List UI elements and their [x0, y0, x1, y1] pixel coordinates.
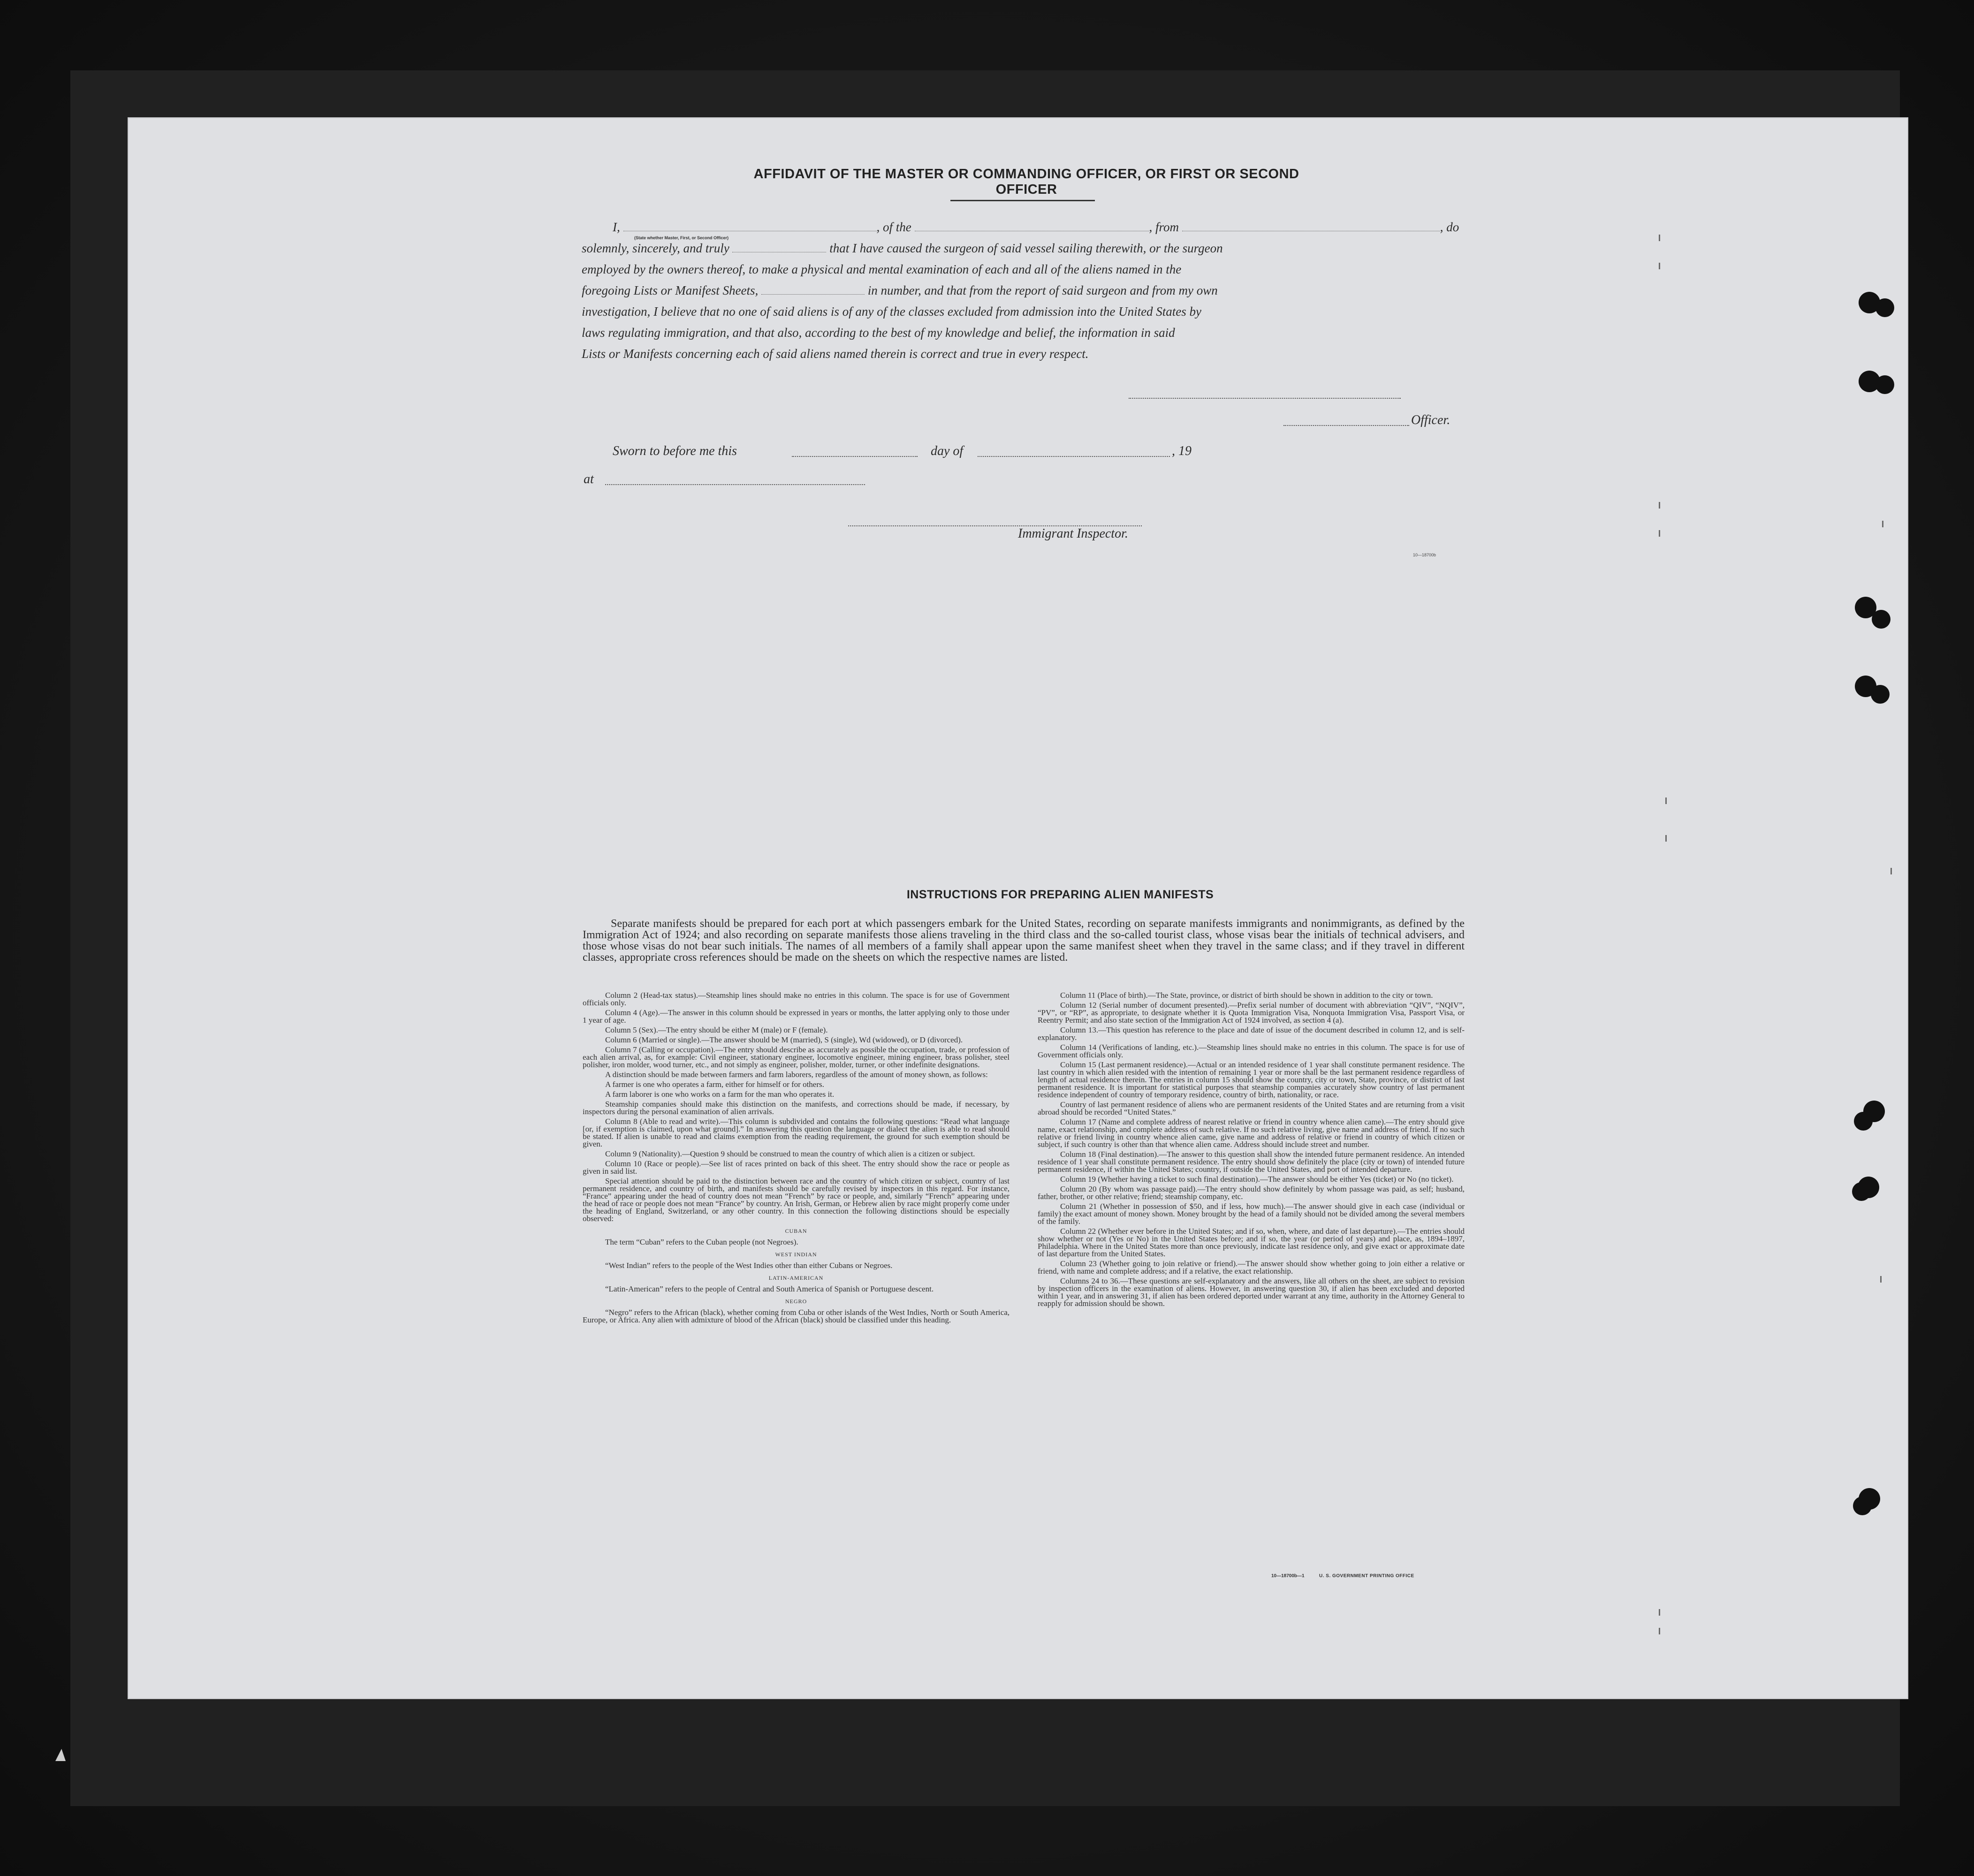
instruction-paragraph: Column 23 (Whether going to join relative or friend).—The answer should show whether going to join either a relative or friend, with name and complete address; and if a relative, the exact relationship.	[1038, 1259, 1465, 1276]
perforation-tick	[1665, 835, 1667, 842]
instructions-intro: Separate manifests should be prepared for each port at which passengers embark for the United States, recording on separate manifests immigrants and nonimmigrants, as defined by the Immigration Act of 1924; and also recording on separate manifests those aliens traveling in the third class and the so-called tourist class, whose visas bear the initials of technical advisers, and those whose visas do not bear such initials. The names of all members of a family shall appear upon the same manifest sheet when they travel in the same class; and if they travel in different classes, appropriate cross references should be made on the sheets on which the respective names are listed.	[583, 918, 1465, 964]
perforation-tick	[1890, 868, 1892, 874]
punch-hole	[1871, 685, 1890, 704]
text-from: , from	[1149, 220, 1179, 234]
affidavit-line-2	[582, 238, 1464, 259]
instruction-paragraph: Column 5 (Sex).—The entry should be either M (male) or F (female).	[605, 1025, 828, 1034]
form-number: 10—18700b	[1413, 553, 1436, 557]
text-in-number: in number, and that from the report of said surgeon and from my own	[867, 283, 1218, 297]
instruction-paragraph: Column 12 (Serial number of document presented).—Prefix serial number of document with abbreviation “QIV”, “NQIV”, “PV”, or “RP”, as appropriate, to designate whether it is Quota Immigration Visa, Nonquota Immigration Visa, Passport Visa, or Reentry Permit; and also state section of the Immigration Act of 1924 involved, as section 4 (a).	[1038, 1001, 1465, 1025]
affidavit-line-5: investigation, I believe that no one of said aliens is of any of the classes excluded from admission into the United States by	[582, 304, 1202, 319]
text-do: , do	[1440, 220, 1459, 234]
instruction-paragraph: Column 20 (By whom was passage paid).—The entry should show definitely by whom passage was paid, as self; husband, father, brother, or other relative; friend; steamship company, etc.	[1038, 1185, 1465, 1201]
printer-imprint: U. S. GOVERNMENT PRINTING OFFICE	[1319, 1573, 1414, 1579]
instruction-paragraph: Column 22 (Whether ever before in the United States; and if so, when, where, and date of last departure).—The entries should show whether or not (Yes or No) in the United States before; and if so, the year (or period of years) and place, as, 1894–1897, Philadelphia. Where in the United States more than once previously, indicate last residence only, and give exact or approximate date of last departure from the United States.	[1038, 1227, 1465, 1258]
punch-hole	[1852, 1182, 1871, 1201]
instruction-paragraph: Column 8 (Able to read and write).—This column is subdivided and contains the following questions: “Read what language [or, if exemption is claimed, upon what ground].” In answering this question the language or dialect the alien is able to read should be stated. If alien is unable to read and claims exemption from the reading requirement, the ground for such exemption should be given.	[583, 1117, 1010, 1148]
inspector-label: Immigrant Inspector.	[1018, 526, 1128, 541]
perforation-tick	[1882, 521, 1883, 527]
sworn-label: Sworn to before me this	[613, 444, 737, 458]
sworn-day-field[interactable]	[792, 455, 918, 457]
vessel-name-field[interactable]	[915, 220, 1149, 231]
instruction-paragraph: Column 6 (Married or single).—The answer should be M (married), S (single), Wd (widowed), or D (divorced).	[605, 1035, 963, 1044]
affidavit-line-4	[582, 280, 1464, 301]
instruction-paragraph: A distinction should be made between farmers and farm laborers, regardless of the amount of money shown, as follows:	[605, 1070, 988, 1079]
instruction-paragraph: Column 10 (Race or people).—See list of races printed on back of this sheet. The entry should show the race or people as given in said list.	[583, 1159, 1010, 1176]
text-of-the: , of the	[876, 220, 911, 234]
instruction-paragraph: Column 14 (Verifications of landing, etc.).—Steamship lines should make no entries in this column. The space is for use of Government officials only.	[1038, 1043, 1465, 1059]
title-rule	[950, 200, 1095, 201]
heading-latin-american: LATIN-AMERICAN	[768, 1275, 824, 1281]
instruction-paragraph: Column 15 (Last permanent residence).—Actual or an intended residence of 1 year shall constitute permanent residence. The last country in which alien resided with the intention of remaining 1 year or more shall be the last permanent residence regardless of length of actual residence therein. The entries in column 15 should show the country, city or town, State, province, or district of last permanent residence. It is important for statistical purposes that steamship companies accurately show country of last permanent residence independent of country of temporary residence, country of birth, nationality, or race.	[1038, 1060, 1465, 1099]
state-officer-note: (State whether Master, First, or Second Officer)	[634, 235, 729, 240]
text-i: I,	[613, 220, 620, 234]
instruction-paragraph: Column 17 (Name and complete address of nearest relative or friend in country whence alien came).—The entry should give name, exact relationship, and complete address of such relative. If no such relative living, give name and address of friend. If no such relative or friend living in country whence alien came, give name and address of relative or friend in country of which citizen or subject, if such country is other than that whence alien came. Address should include street and number.	[1038, 1117, 1465, 1149]
officer-label: Officer.	[1411, 413, 1450, 427]
instruction-paragraph: Column 18 (Final destination).—The answer to this question shall show the intended future permanent residence. An intended residence of 1 year shall constitute permanent residence. The entry should show definitely the place (city or town) of intended future permanent residence, if within the United States; country, if outside the United States, and port of intended departure.	[1038, 1150, 1465, 1174]
instruction-paragraph: Column 2 (Head-tax status).—Steamship lines should make no entries in this column. The space is for use of Government officials only.	[583, 991, 1010, 1007]
text-surgeon: that I have caused the surgeon of said vessel sailing therewith, or the surgeon	[829, 241, 1223, 255]
instruction-paragraph: Country of last permanent residence of aliens who are permanent residents of the United States and are returning from a visit abroad should be recorded “United States.”	[1038, 1100, 1465, 1116]
perforation-tick	[1659, 530, 1660, 537]
alien-count-field[interactable]	[761, 284, 865, 295]
instruction-paragraph: Column 19 (Whether having a ticket to such final destination).—The answer should be either Yes (ticket) or No (no ticket).	[1060, 1175, 1454, 1184]
text-negro: “Negro” refers to the African (black), whether coming from Cuba or other islands of the West Indies, North or South America, Europe, or Africa. Any alien with admixture of blood of the African (black) should be classified under this heading.	[583, 1308, 1010, 1324]
instruction-paragraph: Column 4 (Age).—The answer in this column should be expressed in years or months, the latter applying only to those under 1 year of age.	[583, 1008, 1010, 1025]
departure-port-field[interactable]	[1182, 220, 1440, 231]
punch-hole	[1875, 375, 1894, 394]
officer-signature-line[interactable]	[1129, 397, 1401, 399]
perforation-tick	[1659, 1609, 1660, 1616]
perforation-tick	[1659, 235, 1660, 241]
affirmation-field[interactable]	[732, 242, 826, 252]
officer-rank-field[interactable]	[623, 220, 877, 231]
perforation-tick	[1659, 1628, 1660, 1634]
instruction-paragraph: Column 11 (Place of birth).—The State, province, or district of birth should be shown in addition to the city or town.	[1060, 991, 1433, 1000]
instructions-right-column	[1038, 992, 1465, 1310]
affidavit-line-1	[582, 217, 1464, 238]
perforation-tick	[1880, 1276, 1882, 1283]
instruction-paragraph: Special attention should be paid to the distinction between race and the country of which citizen or subject, country of last permanent residence, and country of birth, and manifests should be carefully revised by inspectors in this regard. For instance, “France” appearing under the head of country does not mean “French” by race or people, and, similarly “French” appearing under the head of race or people does not mean “France” by country. An Irish, German, or Hebrew alien by race might properly come under the heading of England, Switzerland, or any other country. In this connection the following distinctions should be especially observed:	[583, 1177, 1010, 1223]
instructions-left-column	[583, 992, 1010, 1326]
instruction-paragraph: A farm laborer is one who works on a farm for the man who operates it.	[605, 1090, 835, 1099]
text-latin-american: “Latin-American” refers to the people of Central and South America of Spanish or Portuguese descent.	[605, 1284, 934, 1293]
text-solemnly: solemnly, sincerely, and truly	[582, 241, 729, 255]
instruction-paragraph: Column 7 (Calling or occupation).—The entry should describe as accurately as possible the occupation, trade, or profession of each alien arrival, as, for example: Civil engineer, stationary engineer, locomotive engineer, mining engineer, brass polisher, steel polisher, iron molder, wood turner, etc., and not simply as engineer, polisher, molder, turner, or other indefinite designations.	[583, 1045, 1010, 1069]
affidavit-line-6: laws regulating immigration, and that also, according to the best of my knowledge and belief, the information in said	[582, 326, 1175, 340]
text-cuban: The term “Cuban” refers to the Cuban people (not Negroes).	[605, 1238, 798, 1246]
instruction-paragraph: Column 21 (Whether in possession of $50, and if less, how much).—The answer should give in each case (individual or family) the exact amount of money shown. Money brought by the head of a family should not be divided among the several members of the family.	[1038, 1202, 1465, 1226]
instructions-title: INSTRUCTIONS FOR PREPARING ALIEN MANIFESTS	[906, 888, 1214, 901]
punch-hole	[1853, 1496, 1872, 1515]
year-label: , 19	[1172, 444, 1192, 458]
affidavit-title: AFFIDAVIT OF THE MASTER OR COMMANDING OFFICER, OR FIRST OR SECOND OFFICER	[753, 167, 1299, 197]
instruction-paragraph: Steamship companies should make this distinction on the manifests, and corrections should be made, if necessary, by inspectors during the personal examination of alien arrivals.	[583, 1100, 1010, 1116]
affidavit-line-7: Lists or Manifests concerning each of said aliens named therein is correct and true in every respect.	[582, 347, 1089, 361]
perforation-tick	[1659, 263, 1660, 269]
text-west-indian: “West Indian” refers to the people of the West Indies other than either Cubans or Negroes.	[605, 1261, 893, 1270]
sworn-place-field[interactable]	[605, 483, 865, 485]
instructions-form-number: 10—18700b—1	[1271, 1573, 1305, 1579]
instruction-paragraph: Column 13.—This question has reference to the place and date of issue of the document described in column 12, and is self-explanatory.	[1038, 1025, 1465, 1042]
instruction-paragraph: Columns 24 to 36.—These questions are self-explanatory and the answers, like all others on the sheet, are subject to revision by inspection officers in the examination of aliens. However, in answering question 30, if alien has been excluded and deported within 1 year, and in answering 31, if alien has been ordered deported under warrant at any time, authority in the Attorney General to reapply for admission should be shown.	[1038, 1276, 1465, 1308]
perforation-tick	[1659, 502, 1660, 509]
text-foregoing-lists: foregoing Lists or Manifest Sheets,	[582, 283, 759, 297]
at-label: at	[584, 472, 594, 486]
instruction-paragraph: A farmer is one who operates a farm, either for himself or for others.	[605, 1080, 824, 1089]
sworn-month-field[interactable]	[978, 455, 1170, 457]
punch-hole	[1875, 298, 1894, 317]
heading-west-indian: WEST INDIAN	[775, 1251, 817, 1258]
instruction-paragraph: Column 9 (Nationality).—Question 9 should be construed to mean the country of which alien is a citizen or subject.	[605, 1149, 975, 1158]
heading-negro: NEGRO	[785, 1298, 807, 1305]
perforation-tick	[1665, 797, 1667, 804]
officer-title-line[interactable]	[1283, 424, 1409, 426]
day-of-label: day of	[931, 444, 964, 458]
punch-hole	[1872, 610, 1890, 629]
affidavit-line-3: employed by the owners thereof, to make a physical and mental examination of each and all of the aliens named in the	[582, 262, 1182, 276]
punch-hole	[1854, 1112, 1873, 1131]
heading-cuban: CUBAN	[785, 1228, 807, 1234]
